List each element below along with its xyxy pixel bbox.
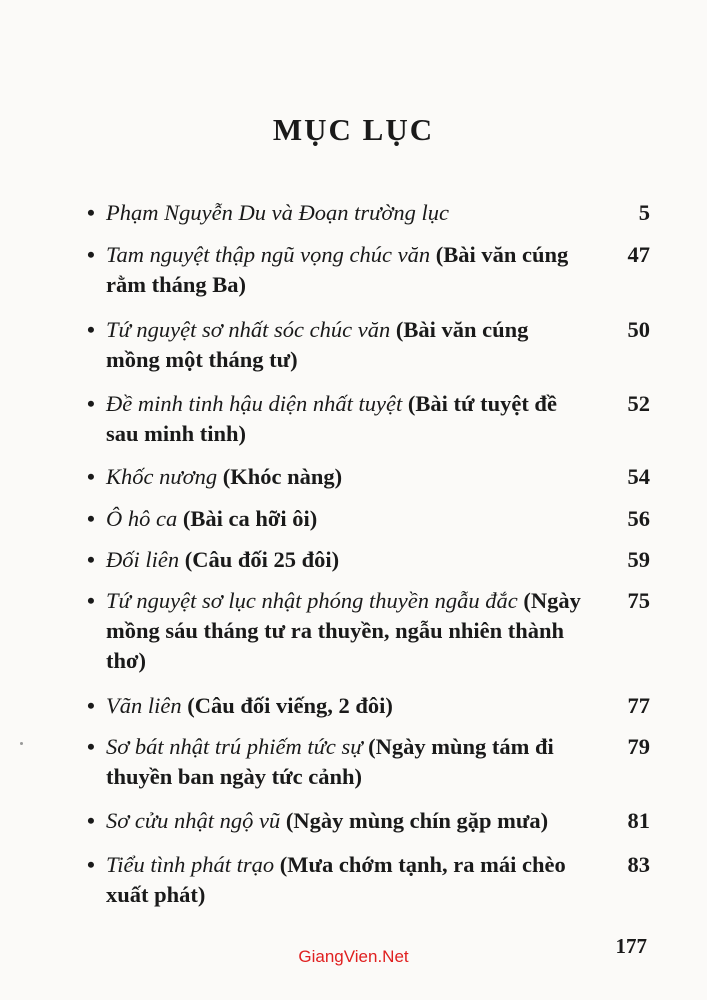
bullet: • — [87, 506, 95, 531]
bullet: • — [87, 693, 95, 718]
entry-page-number: 79 — [627, 734, 650, 759]
entry-page-number: 56 — [627, 506, 650, 531]
toc-entry — [84, 240, 654, 300]
entry-title: Vãn liên — [106, 693, 182, 718]
toc-entry — [84, 462, 654, 492]
toc-entry — [84, 389, 654, 449]
toc-entry — [84, 315, 654, 375]
toc-entry — [84, 586, 654, 676]
entry-description: (Khóc nàng) — [222, 464, 343, 489]
toc-entry — [84, 806, 654, 836]
entry-title: Sơ bát nhật trú phiếm tức sự — [106, 734, 363, 759]
entry-title: Tiểu tình phát trạo — [106, 852, 275, 877]
bullet: • — [87, 808, 95, 833]
entry-page-number: 52 — [627, 391, 650, 416]
entry-title: Đối liên — [106, 547, 180, 572]
entry-page-number: 59 — [627, 547, 650, 572]
bullet: • — [87, 200, 95, 225]
entry-title: Ô hô ca — [106, 506, 178, 531]
entry-page-number: 81 — [627, 808, 650, 833]
watermark: GiangVien.Net — [298, 947, 409, 966]
bullet: • — [87, 317, 95, 342]
page-number: 177 — [615, 934, 647, 958]
entry-title: Tam nguyệt thập ngũ vọng chúc văn — [106, 242, 431, 267]
bullet: • — [87, 391, 95, 416]
bullet: • — [87, 547, 95, 572]
entry-page-number: 83 — [627, 852, 650, 877]
toc-entry — [84, 545, 654, 575]
entry-page-number: 47 — [627, 242, 650, 267]
entry-description: (Bài ca hỡi ôi) — [182, 506, 318, 531]
entry-description: (Câu đối 25 đôi) — [184, 547, 340, 572]
entry-title: Đề minh tinh hậu diện nhất tuyệt — [106, 391, 403, 416]
entry-title: Tứ nguyệt sơ lục nhật phóng thuyền ngẫu đắc — [106, 588, 518, 613]
paper-speck — [20, 742, 23, 745]
entry-description: (Ngày mùng chín gặp mưa) — [285, 808, 549, 833]
entry-page-number: 77 — [627, 693, 650, 718]
entry-description: (Bài văn cúng rằm tháng Ba) — [106, 242, 569, 297]
entry-title: Sơ cửu nhật ngộ vũ — [106, 808, 281, 833]
entry-page-number: 54 — [627, 464, 650, 489]
entry-description: (Bài văn cúng mồng một tháng tư) — [106, 317, 529, 372]
entry-description: (Bài tứ tuyệt đề sau minh tinh) — [106, 391, 557, 446]
entry-description: (Ngày mùng tám đi thuyền ban ngày tức cảnh) — [106, 734, 554, 789]
toc-entry — [84, 198, 654, 228]
entry-page-number: 5 — [638, 200, 650, 225]
entry-page-number: 50 — [627, 317, 650, 342]
toc-entry — [84, 504, 654, 534]
bullet: • — [87, 242, 95, 267]
bullet: • — [87, 852, 95, 877]
bullet: • — [87, 734, 95, 759]
table-of-contents — [84, 198, 654, 910]
entry-title: Phạm Nguyễn Du và Đoạn trường lục — [106, 200, 449, 225]
toc-entry — [84, 732, 654, 792]
entry-description: (Ngày mồng sáu tháng tư ra thuyền, ngẫu nhiên thành thơ) — [106, 588, 581, 673]
toc-entry — [84, 850, 654, 910]
bullet: • — [87, 464, 95, 489]
entry-description: (Câu đối viếng, 2 đôi) — [187, 693, 393, 718]
toc-entry — [84, 691, 654, 721]
entry-title: Tứ nguyệt sơ nhất sóc chúc văn — [106, 317, 391, 342]
entry-description: (Mưa chớm tạnh, ra mái chèo xuất phát) — [106, 852, 566, 907]
entry-page-number: 75 — [627, 588, 650, 613]
page-title: MỤC LỤC — [272, 112, 435, 147]
entry-title: Khốc nương — [106, 464, 218, 489]
bullet: • — [87, 588, 95, 613]
